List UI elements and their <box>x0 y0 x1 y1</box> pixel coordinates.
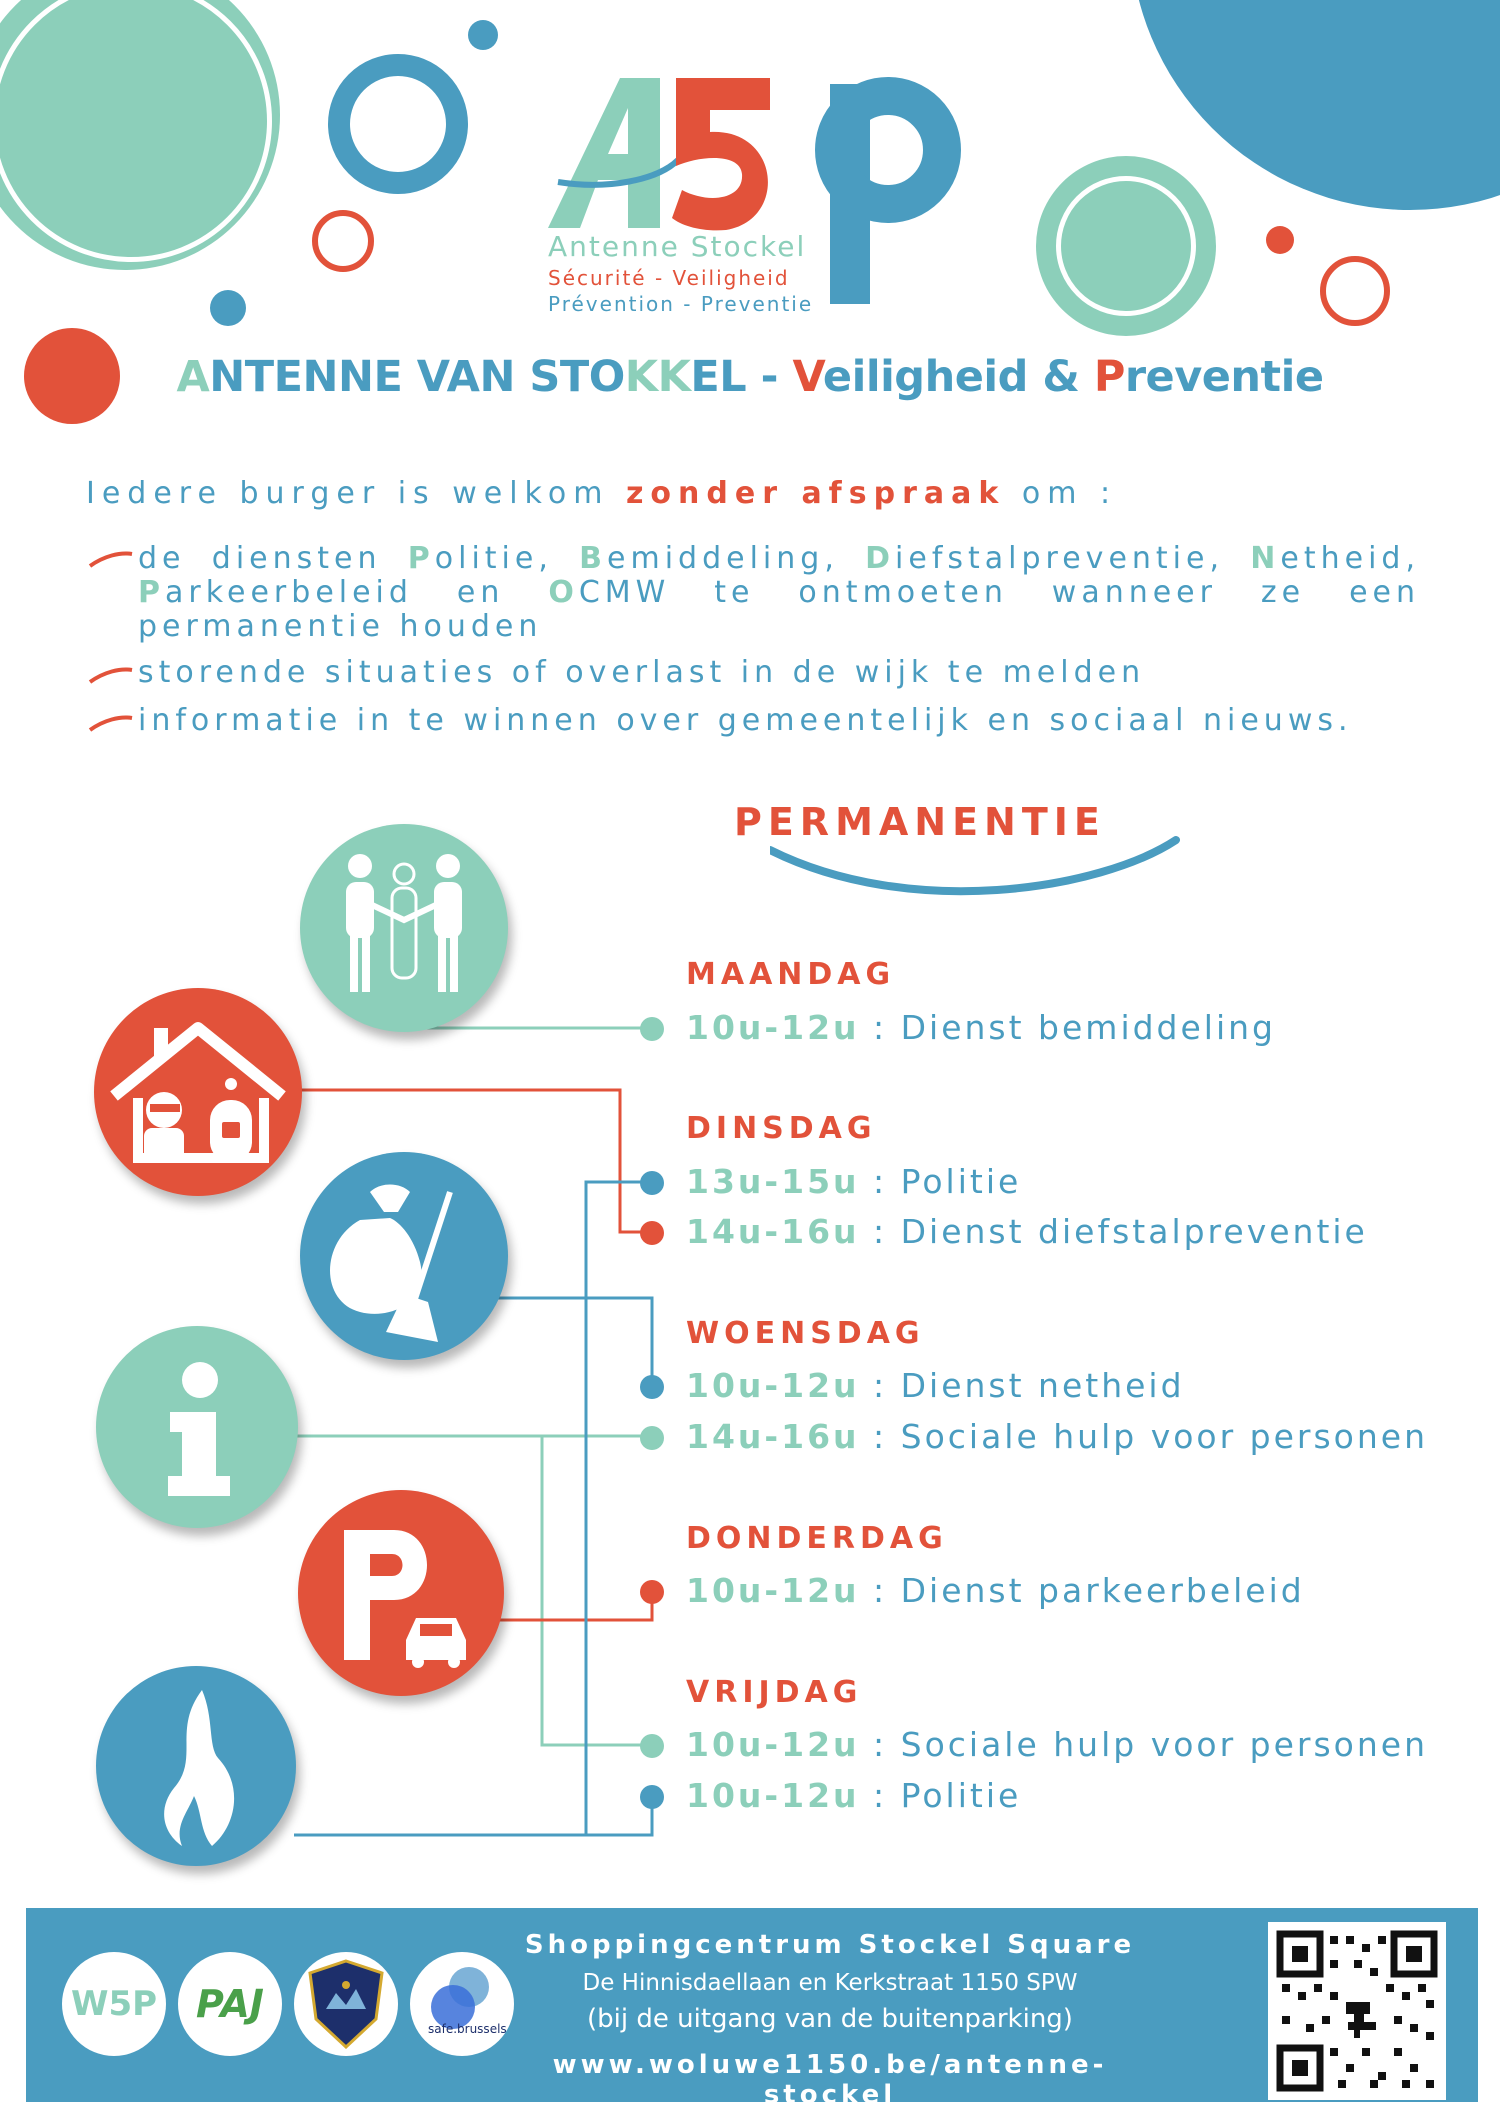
slot-thursday-1: 10u-12u : Dienst parkeerbeleid <box>686 1571 1305 1610</box>
theft-prevention-circle <box>94 988 302 1196</box>
bullet-3: informatie in te winnen over gemeentelijk en sociaal nieuws. <box>138 703 1353 738</box>
paj-logo: PAJ <box>178 1952 282 2056</box>
police-circle <box>96 1666 296 1866</box>
slot-tuesday-2: 14u-16u : Dienst diefstalpreventie <box>686 1212 1368 1251</box>
safe-brussels-logo: safe.brussels <box>410 1952 514 2056</box>
day-label: WOENSDAG <box>686 1316 925 1351</box>
dot-teal-icon <box>638 1732 666 1760</box>
qr-code-icon <box>1268 1922 1446 2100</box>
dot-blue-icon <box>638 1783 666 1811</box>
bullet-1: de diensten Politie, Bemiddeling, Diefstalpreventie, Netheid, Parkeerbeleid en OCMW te ontmoeten wanneer ze een permanentie houden <box>138 541 1421 644</box>
dot-blue-icon <box>638 1169 666 1197</box>
w5p-logo: W5P <box>62 1952 166 2056</box>
schedule-title: PERMANENTIE <box>734 800 1106 844</box>
intro-text: Iedere burger is welkom zonder afspraak om : <box>86 476 1118 511</box>
bullet-2: storende situaties of overlast in de wijk te melden <box>138 655 1146 690</box>
footer-url[interactable]: www.woluwe1150.be/antenne-stockel <box>552 2050 1108 2110</box>
dot-red-icon <box>638 1578 666 1606</box>
logo-line-3: Prévention - Preventie <box>548 292 814 316</box>
day-label: VRIJDAG <box>686 1675 863 1710</box>
dot-red-icon <box>638 1219 666 1247</box>
info-circle <box>96 1326 298 1528</box>
slot-wednesday-2: 14u-16u : Sociale hulp voor personen <box>686 1417 1428 1456</box>
cleanliness-circle <box>300 1152 508 1360</box>
footer-location: Shoppingcentrum Stockel Square <box>524 1930 1136 1960</box>
theft-prevention-icon <box>94 988 302 1196</box>
police-badge-logo <box>294 1952 398 2056</box>
police-flame-icon <box>96 1666 296 1866</box>
footer-address: De Hinnisdaellaan en Kerkstraat 1150 SPW <box>582 1970 1078 1996</box>
day-label: MAANDAG <box>686 957 896 992</box>
dot-teal-icon <box>638 1424 666 1452</box>
qr-code[interactable] <box>1268 1922 1446 2100</box>
footer-note: (bij de uitgang van de buitenparking) <box>587 2004 1073 2034</box>
page-title: ANTENNE VAN STOKKEL - Veiligheid & Preventie <box>176 352 1324 402</box>
mediation-circle <box>300 824 508 1032</box>
day-label: DONDERDAG <box>686 1521 948 1556</box>
day-label: DINSDAG <box>686 1111 877 1146</box>
parking-icon <box>298 1490 504 1696</box>
slot-friday-2: 10u-12u : Politie <box>686 1776 1022 1815</box>
police-badge-icon <box>306 1959 386 2049</box>
cleanliness-icon <box>300 1152 508 1360</box>
slot-friday-1: 10u-12u : Sociale hulp voor personen <box>686 1725 1428 1764</box>
mediation-icon <box>300 824 508 1032</box>
logo-line-2: Sécurité - Veiligheid <box>548 266 790 290</box>
slot-monday-1: 10u-12u : Dienst bemiddeling <box>686 1008 1277 1047</box>
slot-wednesday-1: 10u-12u : Dienst netheid <box>686 1366 1185 1405</box>
parking-circle <box>298 1490 504 1696</box>
dot-teal-icon <box>638 1015 666 1043</box>
logo-line-1: Antenne Stockel <box>548 230 807 263</box>
info-icon <box>96 1326 298 1528</box>
dot-blue-icon <box>638 1373 666 1401</box>
slot-tuesday-1: 13u-15u : Politie <box>686 1162 1022 1201</box>
